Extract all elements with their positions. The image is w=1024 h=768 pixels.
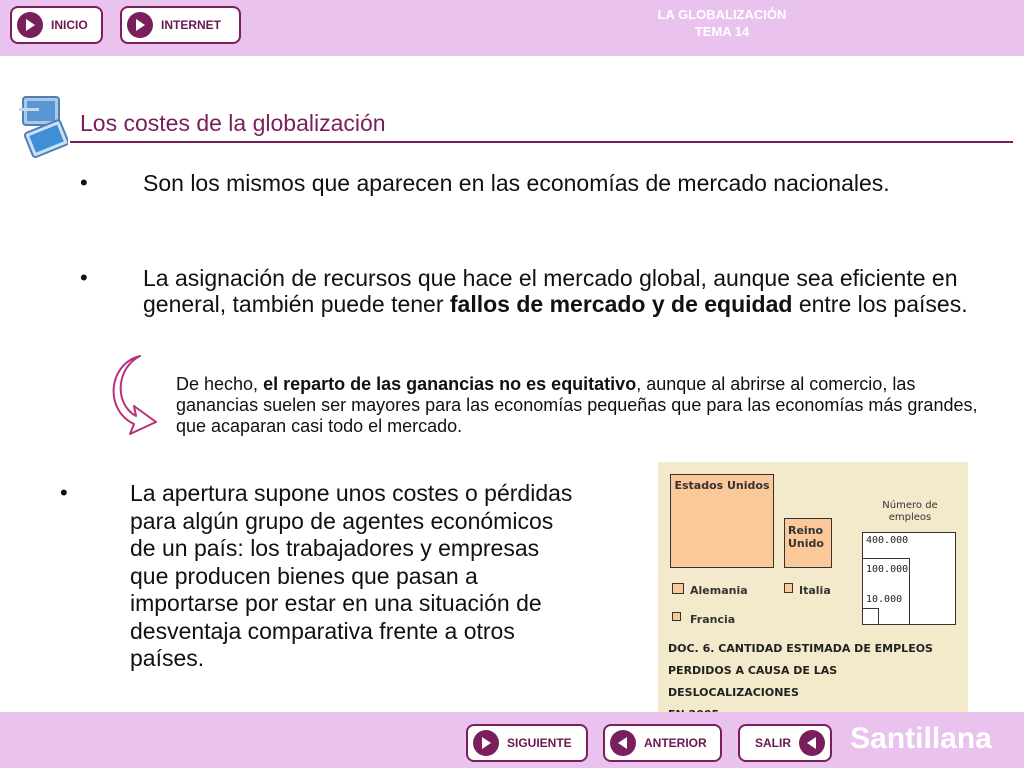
- doc-figure: [658, 462, 968, 712]
- bullet-marker: •: [80, 170, 88, 195]
- box-alemania: [672, 583, 684, 594]
- label-italia: Italia: [799, 584, 831, 597]
- screen-logo-icon: [16, 94, 68, 164]
- box-francia: [672, 612, 681, 621]
- anterior-button[interactable]: [603, 724, 722, 762]
- legend-value: 400.000: [866, 535, 909, 546]
- box-estados-unidos: [670, 474, 774, 568]
- salir-label: SALIR: [755, 736, 791, 750]
- anterior-label: ANTERIOR: [644, 736, 707, 750]
- header-title-line1: LA GLOBALIZACIÓN: [657, 7, 787, 22]
- bullet-marker: •: [60, 480, 68, 505]
- bullet-text-2-bold: fallos de mercado y de equidad: [449, 291, 793, 317]
- legend-value: 10.000: [866, 594, 903, 605]
- play-icon: [473, 730, 499, 756]
- internet-label: INTERNET: [161, 18, 221, 32]
- header-title: [600, 6, 844, 40]
- label-alemania: Alemania: [690, 584, 748, 597]
- curved-arrow-icon: [110, 352, 162, 436]
- note-b: , aunque al abrirse al comercio, las ganancias suelen ser mayores para las economías pequeñas que para las economías más grandes, que acaparan casi todo el mercado.: [176, 374, 978, 436]
- bullet-text-3: La apertura supone unos costes o pérdidas para algún grupo de agentes económicos de un país: los trabajadores y empresas que producen bienes que pasan a importarse por estar en una situación de desventaja comparativa frente a otros países.: [130, 480, 573, 671]
- bullet-text-2-a: La asignación de recursos que hace el mercado global, aunque sea eficiente en general, también puede tener: [143, 265, 958, 317]
- box-italia: [784, 583, 793, 593]
- label-francia: Francia: [690, 613, 736, 626]
- box-reino-unido: [784, 518, 832, 568]
- back-arrow-icon: [799, 730, 825, 756]
- bullet-text-1: Son los mismos que aparecen en las economías de mercado nacionales.: [143, 170, 890, 196]
- siguiente-button[interactable]: [466, 724, 588, 762]
- note-bold: el reparto de las ganancias no es equitativo: [263, 374, 637, 394]
- legend-box-10000: [862, 608, 879, 625]
- bullet-text-2-b: entre los países.: [792, 291, 968, 317]
- play-icon: [127, 12, 153, 38]
- bullet-marker: •: [80, 265, 88, 290]
- label-reino-unido: Reino Unido: [788, 524, 824, 550]
- inicio-button[interactable]: [10, 6, 103, 44]
- bullet-text-2: [143, 265, 978, 317]
- note-a: De hecho,: [176, 374, 264, 394]
- inicio-label: INICIO: [51, 18, 88, 32]
- internet-button[interactable]: [120, 6, 241, 44]
- santillana-logo: Santillana: [850, 722, 992, 755]
- label-estados-unidos: Estados Unidos: [674, 479, 770, 492]
- title-divider: [70, 141, 1013, 143]
- back-arrow-icon: [610, 730, 636, 756]
- legend-title: Número de empleos: [882, 500, 938, 523]
- note-text: [176, 374, 986, 437]
- siguiente-label: SIGUIENTE: [507, 736, 572, 750]
- legend-value: 100.000: [866, 564, 909, 575]
- play-icon: [17, 12, 43, 38]
- salir-button[interactable]: [738, 724, 832, 762]
- caption-line-1: DOC. 6. CANTIDAD ESTIMADA DE EMPLEOS: [668, 642, 933, 655]
- slide-title: Los costes de la globalización: [80, 110, 386, 136]
- caption-line-2: PERDIDOS A CAUSA DE LAS DESLOCALIZACIONES: [668, 664, 838, 699]
- header-title-line2: TEMA 14: [694, 24, 750, 39]
